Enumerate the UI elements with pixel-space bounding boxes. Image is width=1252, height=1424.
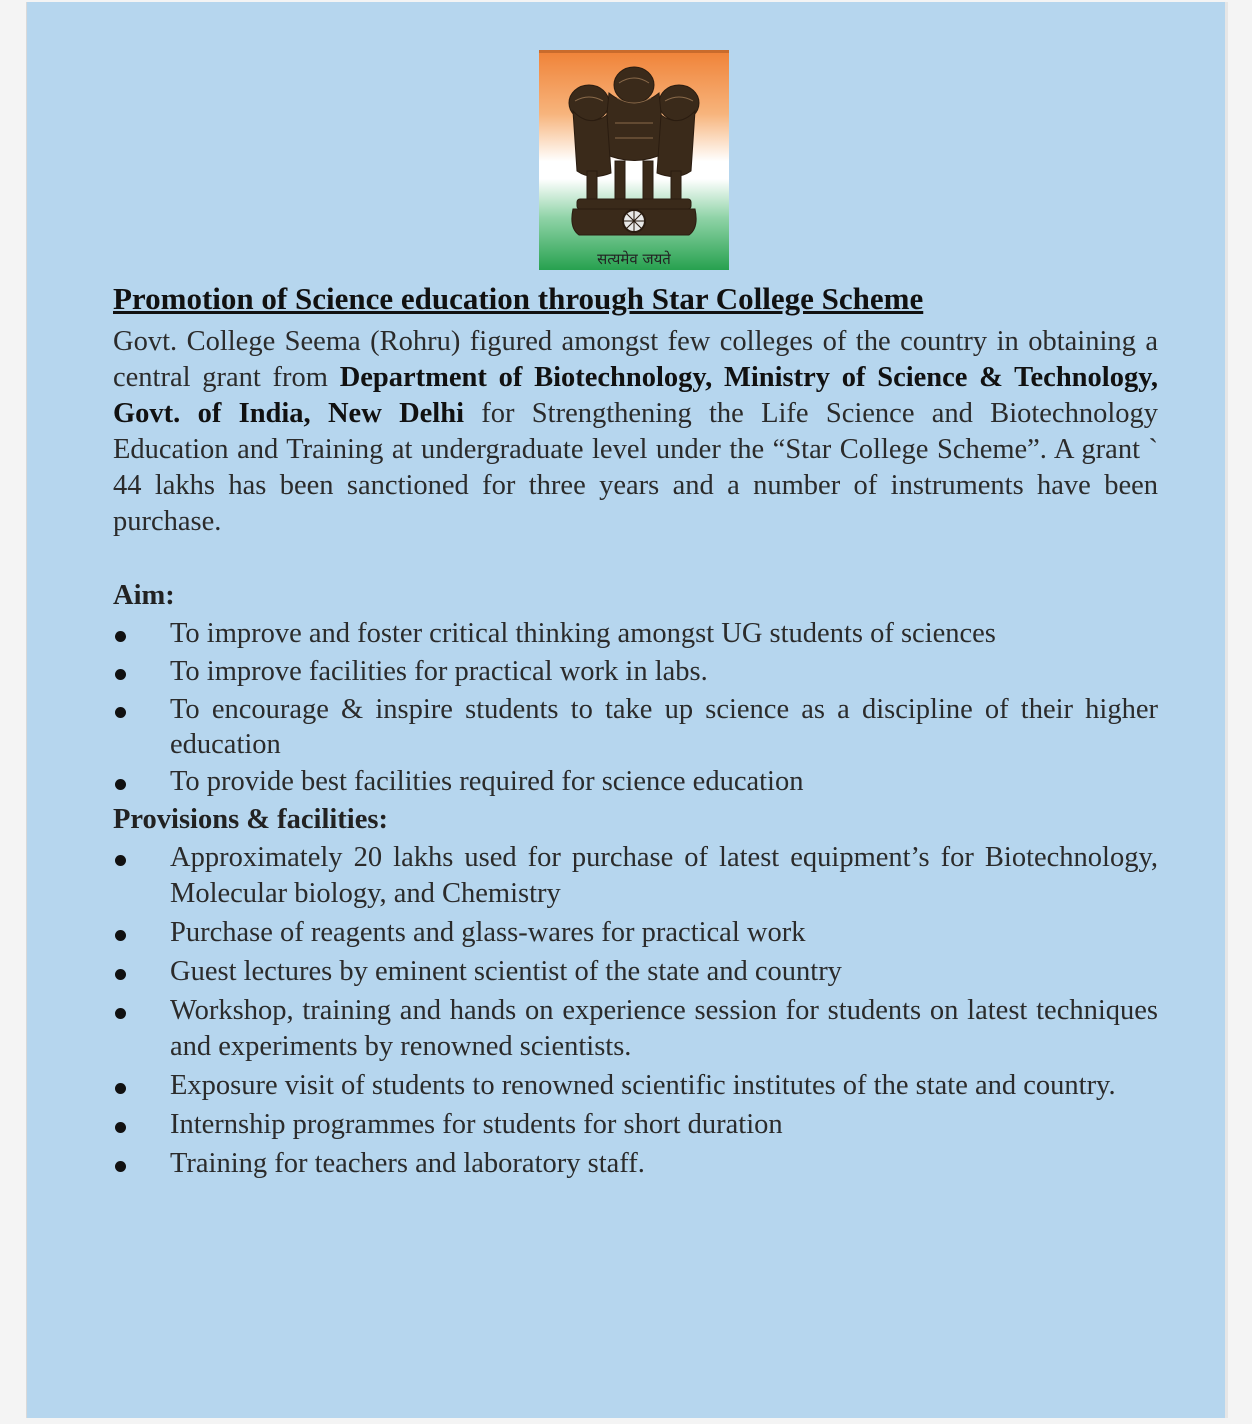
document-page [26, 2, 1228, 1418]
list-item [113, 1107, 1158, 1143]
bullet-icon [115, 707, 126, 718]
list-item [113, 1068, 1158, 1104]
bullet-icon [115, 1122, 126, 1133]
list-item-text: To provide best facilities required for science education [170, 766, 804, 797]
list-item [113, 616, 1158, 652]
list-item [113, 954, 1158, 990]
list-item-text: Guest lectures by eminent scientist of the state and country [170, 956, 842, 987]
bullet-icon [115, 1161, 126, 1172]
list-item [113, 764, 1158, 800]
bullet-icon [115, 631, 126, 642]
bullet-icon [115, 1083, 126, 1094]
list-item [113, 993, 1158, 1065]
list-item [113, 654, 1158, 690]
intro-text-1: Govt. College Seema (Rohru) figured amongst few colleges of the country in obtaining a central grant from [113, 326, 1158, 393]
bullet-icon [115, 1008, 126, 1019]
provisions-list [113, 840, 1158, 1182]
list-item [113, 915, 1158, 951]
list-item-text: Purchase of reagents and glass-wares for practical work [170, 917, 806, 948]
national-emblem-icon [539, 50, 729, 270]
emblem-artwork [539, 53, 729, 253]
aim-list [113, 616, 1158, 800]
list-item-text: Workshop, training and hands on experience session for students on latest techniques and experiments by renowned scientists. [170, 995, 1158, 1062]
list-item-text: Internship programmes for students for short duration [170, 1109, 783, 1140]
intro-text-2: for Strengthening the Life Science and Biotechnology Education and Training at undergraduate level under the “Star College Scheme”. A grant ` 44 lakhs has been sanctioned for three years and a number of instruments have been purchase. [113, 398, 1159, 537]
list-item-text: Training for teachers and laboratory staff. [170, 1148, 645, 1179]
bullet-icon [115, 779, 126, 790]
list-item-text: To encourage & inspire students to take up science as a discipline of their higher education [170, 694, 1158, 760]
bullet-icon [115, 969, 126, 980]
emblem-motto: सत्यमेव जयते [597, 250, 671, 268]
list-item [113, 692, 1158, 762]
list-item-text: To improve facilities for practical work in labs. [170, 656, 708, 687]
list-item-text: Approximately 20 lakhs used for purchase of latest equipment’s for Biotechnology, Molecular biology, and Chemistry [170, 842, 1158, 909]
bullet-icon [115, 669, 126, 680]
document-content [113, 280, 1158, 1185]
intro-paragraph [113, 324, 1158, 540]
provisions-heading: Provisions & facilities: [113, 804, 388, 835]
bullet-icon [115, 930, 126, 941]
list-item [113, 840, 1158, 912]
bullet-icon [115, 855, 126, 866]
aim-heading: Aim: [113, 580, 175, 611]
list-item-text: Exposure visit of students to renowned scientific institutes of the state and country. [170, 1070, 1116, 1101]
intro-bold-department: Department of Biotechnology, Ministry of Science & Technology, Govt. of India, New Delhi [113, 362, 1159, 429]
list-item [113, 1146, 1158, 1182]
list-item-text: To improve and foster critical thinking amongst UG students of sciences [170, 618, 996, 649]
page-title: Promotion of Science education through Star College Scheme [113, 281, 924, 316]
